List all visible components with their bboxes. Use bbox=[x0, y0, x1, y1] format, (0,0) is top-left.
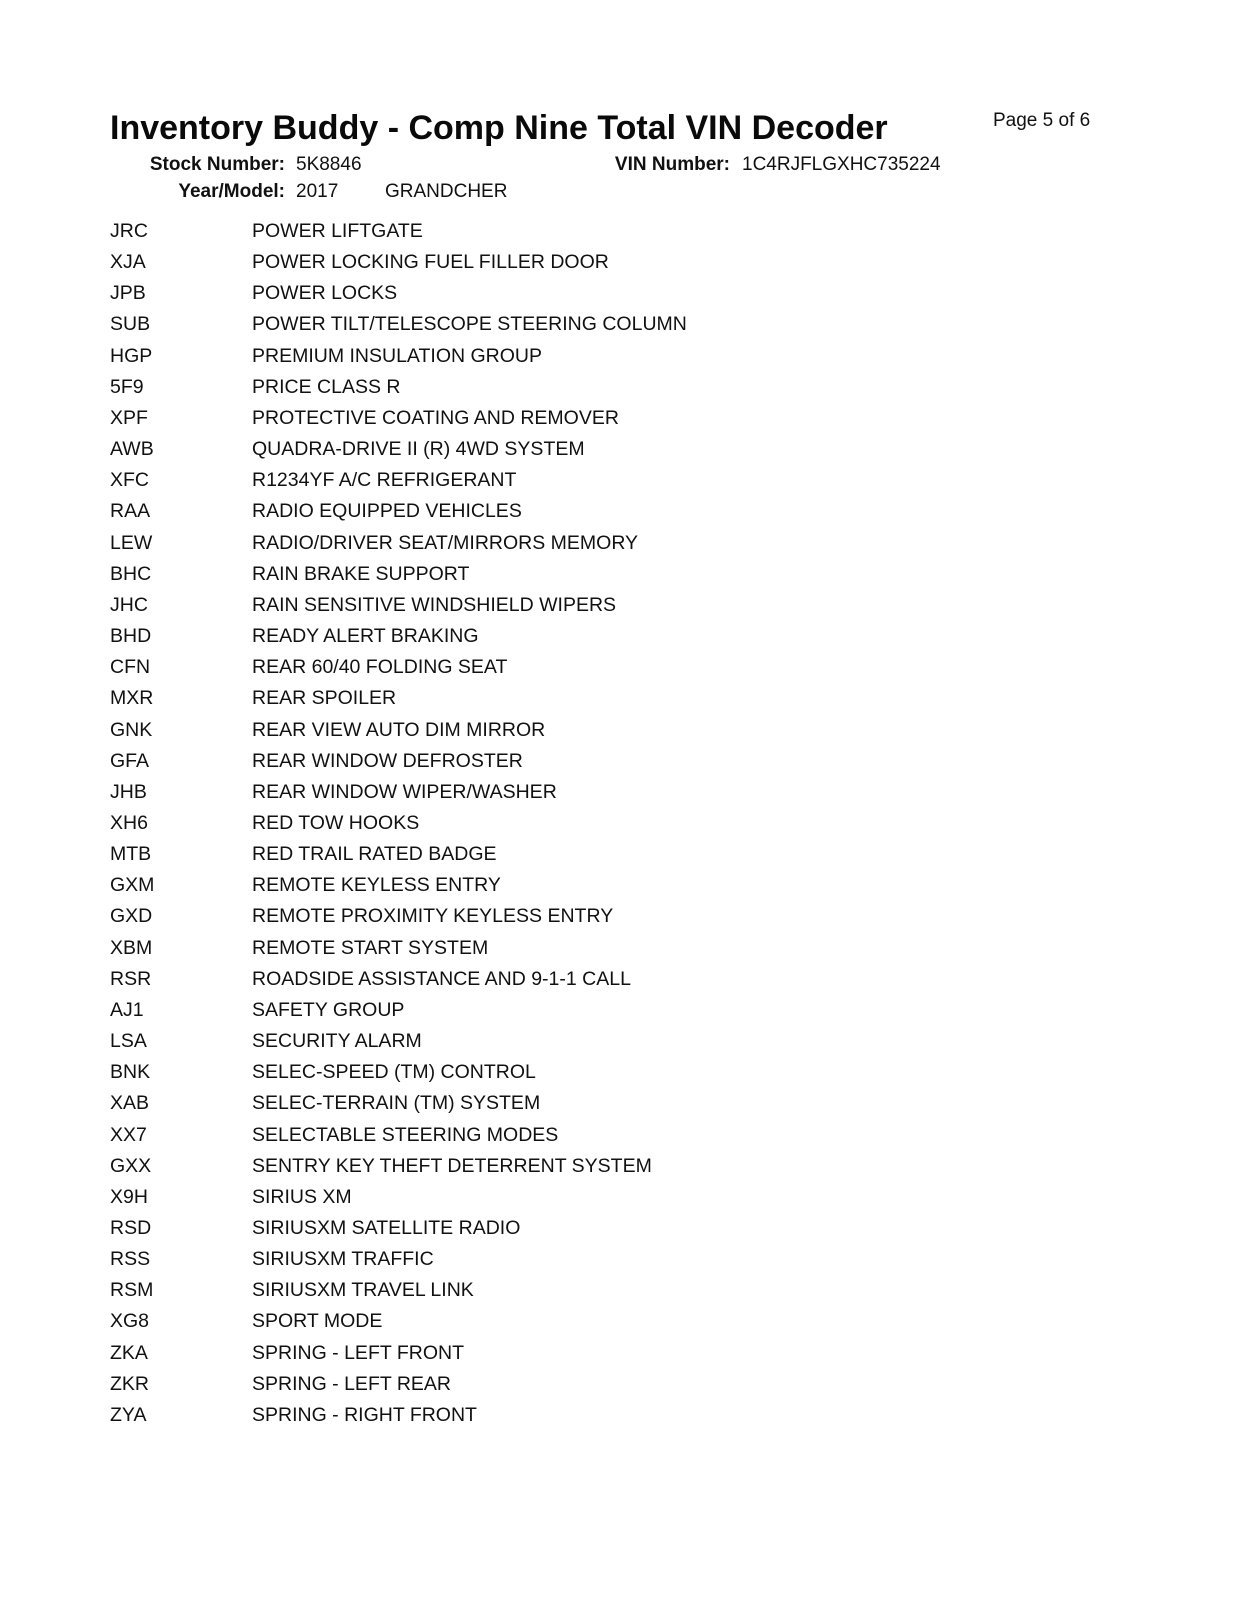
option-code: RSR bbox=[110, 967, 152, 990]
option-code: XFC bbox=[110, 469, 149, 492]
option-description: REMOTE START SYSTEM bbox=[252, 936, 489, 959]
year-model-label: Year/Model: bbox=[178, 181, 285, 202]
option-code: BHC bbox=[110, 562, 152, 585]
option-description: REMOTE PROXIMITY KEYLESS ENTRY bbox=[252, 905, 614, 928]
option-description: RAIN BRAKE SUPPORT bbox=[252, 562, 470, 585]
option-description: SPRING - LEFT REAR bbox=[252, 1372, 452, 1395]
option-code: MXR bbox=[110, 687, 154, 710]
option-code: RAA bbox=[110, 500, 151, 523]
option-code: GXM bbox=[110, 874, 155, 897]
stock-number-label: Stock Number: bbox=[149, 154, 285, 175]
option-description: QUADRA-DRIVE II (R) 4WD SYSTEM bbox=[252, 438, 585, 461]
option-description: SELEC-SPEED (TM) CONTROL bbox=[252, 1061, 536, 1084]
option-description: POWER LIFTGATE bbox=[252, 220, 423, 242]
option-description: SIRIUSXM TRAVEL LINK bbox=[252, 1279, 474, 1302]
option-description: SPORT MODE bbox=[252, 1310, 383, 1333]
stock-number-value: 5K8846 bbox=[296, 154, 362, 175]
option-description: SIRIUSXM TRAFFIC bbox=[252, 1248, 434, 1271]
option-code: CFN bbox=[110, 656, 151, 679]
option-code: JPB bbox=[110, 282, 146, 305]
year-value: 2017 bbox=[296, 181, 339, 202]
page-title: Inventory Buddy - Comp Nine Total VIN Decoder bbox=[110, 109, 888, 147]
option-description: REAR 60/40 FOLDING SEAT bbox=[252, 656, 508, 679]
option-code: ZKR bbox=[110, 1372, 149, 1395]
option-code: ZYA bbox=[110, 1403, 147, 1426]
option-description: RAIN SENSITIVE WINDSHIELD WIPERS bbox=[252, 593, 617, 616]
option-code: GNK bbox=[110, 718, 153, 741]
option-description: SPRING - RIGHT FRONT bbox=[252, 1403, 477, 1426]
option-code: AJ1 bbox=[110, 998, 144, 1021]
option-description: SPRING - LEFT FRONT bbox=[252, 1341, 464, 1364]
option-code: JRC bbox=[110, 220, 148, 242]
vin-number-value: 1C4RJFLGXHC735224 bbox=[742, 154, 941, 175]
option-description: SIRIUSXM SATELLITE RADIO bbox=[252, 1217, 521, 1239]
option-description: SELECTABLE STEERING MODES bbox=[252, 1123, 559, 1146]
option-code: MTB bbox=[110, 843, 152, 866]
option-code: 5F9 bbox=[110, 375, 144, 398]
option-code: RSD bbox=[110, 1217, 152, 1239]
option-code: XH6 bbox=[110, 811, 148, 834]
option-description: RADIO/DRIVER SEAT/MIRRORS MEMORY bbox=[252, 531, 639, 554]
option-code: BNK bbox=[110, 1061, 151, 1084]
option-description: POWER TILT/TELESCOPE STEERING COLUMN bbox=[252, 313, 687, 336]
option-code: GXD bbox=[110, 905, 153, 928]
option-code: ZKA bbox=[110, 1341, 148, 1364]
option-description: POWER LOCKS bbox=[252, 282, 398, 305]
option-code: HGP bbox=[110, 344, 153, 367]
option-code: RSS bbox=[110, 1248, 151, 1271]
vin-number-label: VIN Number: bbox=[614, 154, 730, 175]
option-description: REAR WINDOW WIPER/WASHER bbox=[252, 780, 557, 803]
option-code: XJA bbox=[110, 251, 146, 274]
option-code: AWB bbox=[110, 438, 154, 461]
option-description: RED TRAIL RATED BADGE bbox=[252, 843, 497, 866]
option-code: GXX bbox=[110, 1154, 152, 1177]
option-code: BHD bbox=[110, 625, 152, 648]
option-code: GFA bbox=[110, 749, 150, 772]
option-description: SECURITY ALARM bbox=[252, 1030, 422, 1053]
option-description: RADIO EQUIPPED VEHICLES bbox=[252, 500, 522, 523]
option-description: PROTECTIVE COATING AND REMOVER bbox=[252, 406, 619, 429]
option-description: REAR VIEW AUTO DIM MIRROR bbox=[252, 718, 546, 741]
option-description: REAR WINDOW DEFROSTER bbox=[252, 749, 523, 772]
option-description: PREMIUM INSULATION GROUP bbox=[252, 344, 542, 367]
option-code: JHB bbox=[110, 780, 147, 803]
option-description: ROADSIDE ASSISTANCE AND 9-1-1 CALL bbox=[252, 967, 631, 990]
option-description: READY ALERT BRAKING bbox=[252, 625, 479, 648]
option-description: SIRIUS XM bbox=[252, 1185, 352, 1208]
option-code: XBM bbox=[110, 936, 153, 959]
option-code: XAB bbox=[110, 1092, 150, 1115]
option-code: LSA bbox=[110, 1030, 147, 1053]
option-description: SENTRY KEY THEFT DETERRENT SYSTEM bbox=[252, 1154, 652, 1177]
option-description: REAR SPOILER bbox=[252, 687, 397, 710]
option-description: SELEC-TERRAIN (TM) SYSTEM bbox=[252, 1092, 541, 1115]
option-description: PRICE CLASS R bbox=[252, 375, 401, 398]
option-code: JHC bbox=[110, 593, 148, 616]
option-description: POWER LOCKING FUEL FILLER DOOR bbox=[252, 251, 609, 274]
option-code: XG8 bbox=[110, 1310, 150, 1333]
model-value: GRANDCHER bbox=[385, 181, 508, 202]
option-code: XPF bbox=[110, 406, 148, 429]
option-description: R1234YF A/C REFRIGERANT bbox=[252, 469, 517, 492]
option-code: SUB bbox=[110, 313, 151, 336]
page-number: Page 5 of 6 bbox=[993, 110, 1091, 131]
option-code: XX7 bbox=[110, 1123, 147, 1146]
option-description: REMOTE KEYLESS ENTRY bbox=[252, 874, 501, 897]
option-code: LEW bbox=[110, 531, 153, 554]
option-description: SAFETY GROUP bbox=[252, 998, 405, 1021]
option-description: RED TOW HOOKS bbox=[252, 811, 420, 834]
option-code: X9H bbox=[110, 1185, 148, 1208]
option-code: RSM bbox=[110, 1279, 154, 1302]
